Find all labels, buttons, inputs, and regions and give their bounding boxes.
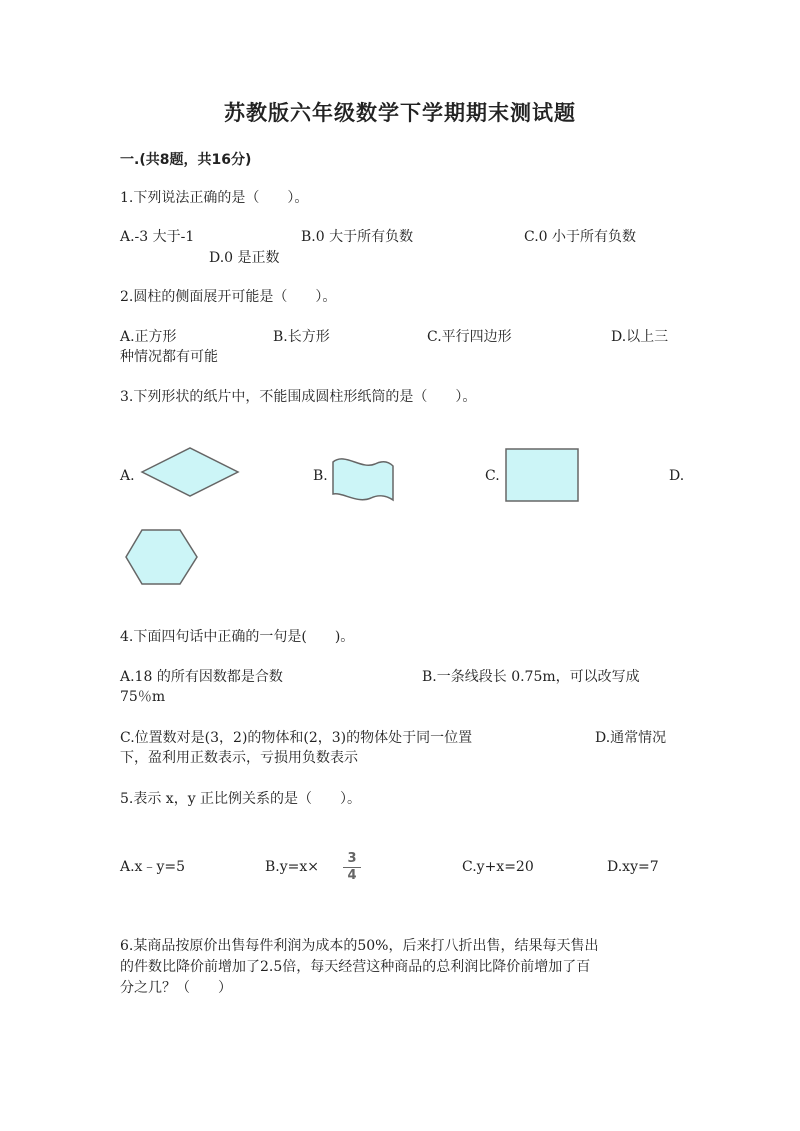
- wavy-rectangle-shape: [331, 456, 395, 502]
- question-2-option-c: C.平行四边形: [427, 329, 512, 345]
- question-1-option-b: B.0 大于所有负数: [301, 229, 414, 245]
- question-4-option-b-continued: 75％m: [120, 689, 166, 705]
- question-4-option-a: A.18 的所有因数都是合数: [120, 669, 283, 685]
- question-1-option-a: A.-3 大于-1: [120, 229, 195, 245]
- question-3-option-c: C.: [485, 468, 500, 484]
- question-1-option-d: D.0 是正数: [209, 250, 280, 266]
- question-5-option-a: A.x﹣y=5: [120, 859, 186, 875]
- question-5-option-d: D.xy=7: [607, 859, 659, 875]
- question-3-stem: 3.下列形状的纸片中，不能围成圆柱形纸筒的是（ ）。: [120, 389, 477, 405]
- question-2-stem: 2.圆柱的侧面展开可能是（ ）。: [120, 289, 337, 305]
- question-3-option-a: A.: [120, 468, 135, 484]
- question-4-stem: 4.下面四句话中正确的一句是( )。: [120, 629, 355, 645]
- fraction-denominator: 4: [347, 868, 357, 883]
- question-6-line-3: 分之几？（ ）: [120, 980, 232, 996]
- question-4-option-d: D.通常情况: [595, 730, 667, 746]
- question-5-stem: 5.表示 x，y 正比例关系的是（ ）。: [120, 791, 362, 807]
- question-4-option-d-continued: 下，盈利用正数表示，亏损用负数表示: [120, 750, 358, 766]
- question-5-option-b: B.y=x×: [265, 859, 320, 875]
- question-6-line-2: 的件数比降价前增加了2.5倍，每天经营这种商品的总利润比降价前增加了百: [120, 959, 591, 975]
- question-6-line-1: 6.某商品按原价出售每件利润为成本的50%，后来打八折出售，结果每天售出: [120, 938, 599, 954]
- question-2-option-d-continued: 种情况都有可能: [120, 349, 218, 365]
- fraction-three-quarters: [340, 852, 364, 883]
- rhombus-shape: [140, 446, 240, 498]
- question-2-option-a: A.正方形: [120, 329, 177, 345]
- question-2-option-b: B.长方形: [273, 329, 330, 345]
- question-2-option-d: D.以上三: [611, 329, 669, 345]
- question-1-option-c: C.0 小于所有负数: [524, 229, 637, 245]
- question-1-stem: 1.下列说法正确的是（ ）。: [120, 190, 309, 206]
- question-3-option-d: D.: [669, 468, 685, 484]
- question-5-option-c: C.y+x=20: [462, 859, 534, 875]
- fraction-numerator: 3: [347, 851, 357, 866]
- rectangle-shape: [505, 448, 579, 502]
- section-heading: 一.(共8题，共16分): [120, 152, 252, 168]
- question-3-option-b: B.: [313, 468, 328, 484]
- page-title: 苏教版六年级数学下学期期末测试题: [224, 100, 576, 125]
- question-4-option-b: B.一条线段长 0.75m，可以改写成: [422, 669, 640, 685]
- hexagon-shape: [124, 528, 199, 586]
- question-4-option-c: C.位置数对是(3，2)的物体和(2，3)的物体处于同一位置: [120, 730, 473, 746]
